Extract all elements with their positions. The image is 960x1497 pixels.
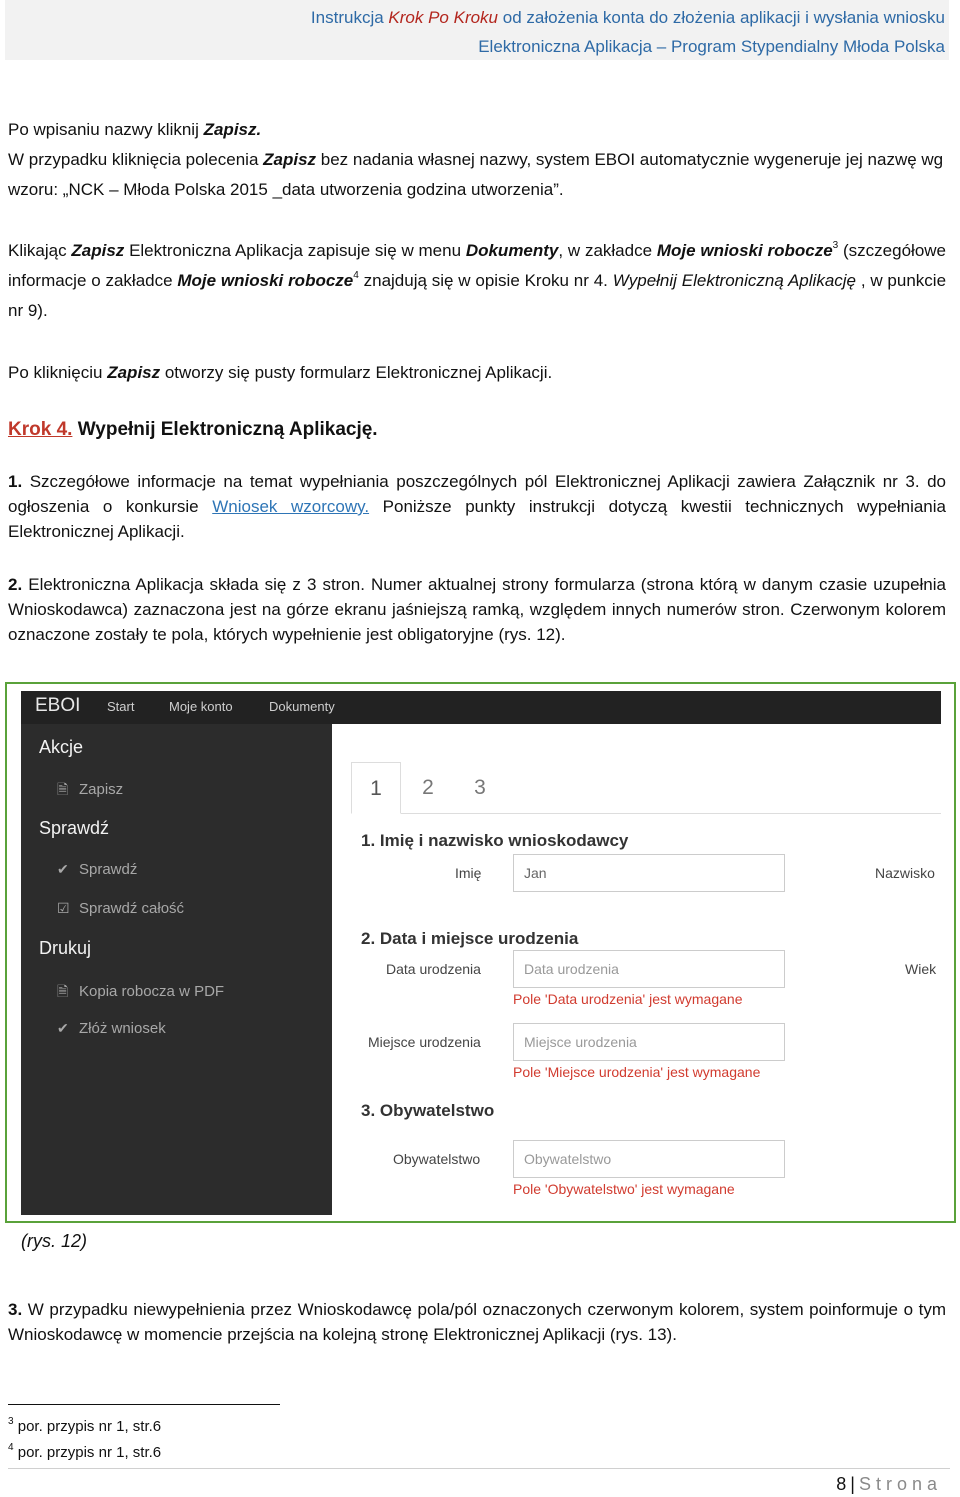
step-number: Krok 4. — [8, 419, 73, 440]
sidebar-item-check-all[interactable] — [57, 900, 184, 917]
tab-page-1[interactable]: 1 — [351, 762, 401, 814]
text: Elektroniczna Aplikacja składa się z 3 stron. Numer aktualnej strony formularza (strona którą w danym czasie uzupełnia Wnioskodawca) zaznaczona jest na górze ekranu jaśniejszą ramką, względem innych numerów stron. Czerwonym kolorem oznaczone zostały te pola, których wypełnienie jest obligatoryjne (rys. 12). — [8, 575, 946, 644]
sidebar — [21, 724, 332, 1215]
step-title: Wypełnij Elektroniczną Aplikację. — [72, 419, 378, 440]
bold-text: Zapisz. — [203, 120, 262, 139]
list-item-1 — [8, 469, 946, 544]
footnote-ref: 4 — [353, 270, 359, 282]
brand-logo[interactable]: EBOI — [35, 695, 81, 716]
bold-text: Moje wnioski robocze — [656, 241, 833, 260]
sidebar-item-label: Sprawdź — [79, 861, 138, 878]
sidebar-heading-print: Drukuj — [39, 938, 92, 958]
sidebar-item-label: Złóż wniosek — [79, 1020, 166, 1037]
birth-date-label: Data urodzenia — [386, 961, 481, 977]
birth-date-error: Pole 'Data urodzenia' jest wymagane — [513, 991, 743, 1007]
text: Po wpisaniu nazwy kliknij — [8, 120, 204, 139]
text: , w zakładce — [558, 241, 657, 260]
bold-text: Moje wnioski robocze — [177, 271, 354, 290]
header-italic-text: Krok Po Kroku — [388, 8, 499, 27]
section-title-birth: 2. Data i miejsce urodzenia — [361, 929, 579, 948]
header-text-post: od założenia konta do złożenia aplikacji i wysłania wniosku — [498, 8, 945, 27]
paragraph-1 — [8, 115, 946, 145]
text: Poniższe punkty instrukcji dotyczą kwestii technicznych wypełniania Elektronicznej Aplikacji. — [8, 497, 946, 541]
first-name-input[interactable]: Jan — [513, 854, 785, 892]
sidebar-heading-actions: Akcje — [39, 737, 84, 757]
italic-text: Wypełnij Elektroniczną Aplikację — [612, 271, 857, 290]
item-number: 2. — [8, 575, 23, 594]
citizenship-error: Pole 'Obywatelstwo' jest wymagane — [513, 1181, 735, 1197]
text: Klikając — [8, 241, 72, 260]
sidebar-item-label: Kopia robocza w PDF — [79, 983, 225, 1000]
header-line-2: Elektroniczna Aplikacja – Program Stypendialny Młoda Polska — [478, 37, 945, 56]
eboi-screenshot — [21, 691, 941, 1215]
text: Elektroniczna Aplikacja zapisuje się w menu — [124, 241, 466, 260]
page-number — [836, 1472, 942, 1496]
check-icon: ✔ — [57, 861, 69, 877]
text: bez nadania własnej nazwy, system EBOI automatycznie wygeneruje jej nazwę wg wzoru: „NCK – Młoda Polska 2015 _data utworzenia godzina utworzenia”. — [8, 150, 944, 199]
sidebar-item-submit[interactable] — [57, 1020, 166, 1037]
text: , w punkcie nr 9). — [8, 271, 947, 320]
list-item-3 — [8, 1297, 946, 1347]
footnote-text: por. przypis nr 1, str.6 — [13, 1418, 162, 1435]
paragraph-4 — [8, 358, 946, 388]
footnote-4 — [8, 1442, 161, 1464]
header-line-1 — [5, 3, 945, 32]
footnote-ref: 3 — [832, 240, 839, 252]
section-heading — [8, 416, 378, 444]
sidebar-item-check[interactable] — [57, 861, 137, 878]
sidebar-item-label: Zapisz — [79, 781, 124, 798]
bold-text: Zapisz — [263, 150, 317, 169]
text: otworzy się pusty formularz Elektronicznej Aplikacji. — [160, 363, 553, 382]
text: W przypadku niewypełnienia przez Wnioskodawcę pola/pól oznaczonych czerwonym kolorem, system poinformuje o tym Wnioskodawcę w momencie przejścia na kolejną stronę Elektronicznej Aplikacji (rys. 13). — [8, 1300, 946, 1344]
birth-date-input[interactable]: Data urodzenia — [513, 950, 785, 988]
birth-place-label: Miejsce urodzenia — [368, 1034, 481, 1050]
paragraph-3 — [8, 236, 946, 326]
bold-text: Dokumenty — [465, 241, 559, 260]
header-text: Instrukcja — [310, 8, 389, 27]
bold-text: Zapisz — [107, 363, 161, 382]
item-number: 1. — [8, 472, 23, 491]
document-header — [5, 0, 949, 60]
checkbox-icon: ☑ — [57, 900, 70, 916]
citizenship-label: Obywatelstwo — [393, 1151, 481, 1167]
sidebar-item-label: Sprawdź całość — [79, 900, 185, 917]
age-label: Wiek — [905, 961, 937, 977]
nav-documents[interactable]: Dokumenty — [269, 699, 335, 714]
figure-caption: (rys. 12) — [21, 1231, 88, 1251]
bold-text: Zapisz — [71, 241, 125, 260]
footnote-mark: 3 — [8, 1416, 14, 1427]
paragraph-2 — [8, 145, 946, 205]
item-number: 3. — [8, 1300, 23, 1319]
section-title-citizenship: 3. Obywatelstwo — [361, 1101, 495, 1120]
nav-my-account[interactable]: Moje konto — [169, 699, 233, 714]
text: Szczegółowe informacje na temat wypełniania poszczególnych pól Elektronicznej Aplikacji zawiera Załącznik nr 3. do ogłoszenia o konkursie — [8, 472, 946, 516]
page-number-value: 8 — [836, 1474, 847, 1494]
section-title-name: 1. Imię i nazwisko wnioskodawcy — [361, 831, 629, 850]
figure-screenshot — [5, 682, 956, 1223]
document-icon: 🗎 — [57, 781, 69, 797]
sample-application-link[interactable]: Wniosek wzorcowy. — [212, 497, 370, 516]
text: Po kliknięciu — [8, 363, 108, 382]
first-name-label: Imię — [455, 865, 482, 881]
footnote-text: por. przypis nr 1, str.6 — [13, 1444, 162, 1461]
footnote-separator — [8, 1404, 280, 1405]
nav-start[interactable]: Start — [107, 699, 135, 714]
last-name-label: Nazwisko — [875, 865, 935, 881]
birth-place-input[interactable]: Miejsce urodzenia — [513, 1023, 785, 1061]
birth-place-error: Pole 'Miejsce urodzenia' jest wymagane — [513, 1064, 761, 1080]
text: W przypadku kliknięcia polecenia — [8, 150, 264, 169]
pdf-icon: 🗎 — [57, 983, 69, 999]
text: (szczegółowe informacje o zakładce — [8, 241, 947, 290]
tab-page-3[interactable]: 3 — [474, 776, 486, 799]
footnote-mark: 4 — [8, 1442, 14, 1453]
list-item-2 — [8, 572, 946, 647]
sidebar-item-pdf-draft[interactable] — [57, 981, 224, 1005]
page-number-separator: | — [850, 1474, 855, 1494]
citizenship-input[interactable]: Obywatelstwo — [513, 1140, 785, 1178]
footer-separator — [8, 1468, 950, 1469]
sidebar-item-save[interactable] — [57, 779, 123, 803]
sidebar-heading-check: Sprawdź — [39, 818, 110, 838]
tab-page-2[interactable]: 2 — [422, 776, 434, 799]
page-word: Strona — [858, 1474, 942, 1494]
footnote-3 — [8, 1416, 161, 1438]
check-circle-icon: ✔ — [57, 1020, 69, 1036]
top-navbar — [21, 691, 941, 724]
page-tabs — [351, 762, 941, 814]
text: znajdują się w opisie Kroku nr 4. — [358, 271, 613, 290]
